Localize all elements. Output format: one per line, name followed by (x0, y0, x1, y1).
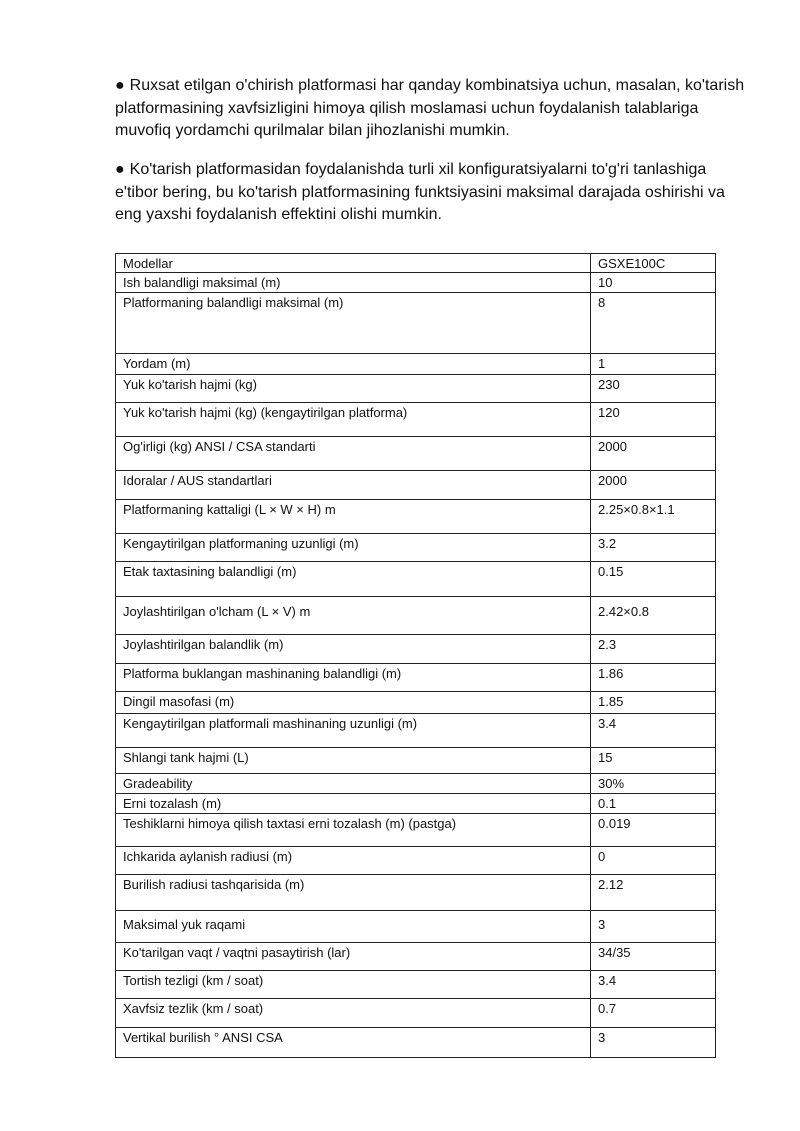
spec-label: Ichkarida aylanish radiusi (m) (116, 847, 591, 875)
spec-value: 120 (591, 403, 716, 437)
spec-label: Tortish tezligi (km / soat) (116, 971, 591, 999)
spec-value: 8 (591, 293, 716, 354)
spec-value: 230 (591, 375, 716, 403)
table-row (116, 1028, 716, 1058)
table-row (116, 794, 716, 814)
table-row (116, 847, 716, 875)
table-row (116, 943, 716, 971)
spec-value: 1 (591, 354, 716, 375)
spec-value: 2.12 (591, 875, 716, 911)
spec-value: 2.42×0.8 (591, 597, 716, 635)
spec-label: Joylashtirilgan balandlik (m) (116, 635, 591, 664)
table-row (116, 403, 716, 437)
spec-label: Erni tozalash (m) (116, 794, 591, 814)
spec-value: 3.4 (591, 971, 716, 999)
spec-label: Yuk ko'tarish hajmi (kg) (kengaytirilgan platforma) (116, 403, 591, 437)
spec-value: 3 (591, 911, 716, 943)
spec-label: Idoralar / AUS standartlari (116, 471, 591, 500)
spec-label: Gradeability (116, 774, 591, 794)
intro-paragraph (115, 75, 745, 143)
table-row (116, 814, 716, 847)
spec-label: Platformaning kattaligi (L × W × H) m (116, 500, 591, 534)
spec-label: Og'irligi (kg) ANSI / CSA standarti (116, 437, 591, 471)
spec-label: Kengaytirilgan platformaning uzunligi (m) (116, 534, 591, 562)
table-row (116, 664, 716, 692)
spec-value: 10 (591, 273, 716, 293)
spec-value: 0.1 (591, 794, 716, 814)
table-row (116, 597, 716, 635)
table-row (116, 293, 716, 354)
intro-paragraph-text: Ruxsat etilgan o'chirish platformasi har qanday kombinatsiya uchun, masalan, ko'tarish platformasining xavfsizligini himoya qilish moslamasi uchun foydalanish talablariga muvofiq yordamchi qurilmalar bilan jihozlanishi mumkin. (115, 77, 745, 139)
intro-paragraph (115, 159, 745, 227)
table-row (116, 875, 716, 911)
spec-label: Burilish radiusi tashqarisida (m) (116, 875, 591, 911)
spec-value: 3.4 (591, 714, 716, 748)
spec-label: Etak taxtasining balandligi (m) (116, 562, 591, 597)
spec-label: Teshiklarni himoya qilish taxtasi erni tozalash (m) (pastga) (116, 814, 591, 847)
spec-value: 2000 (591, 471, 716, 500)
spec-label: Platformaning balandligi maksimal (m) (116, 293, 591, 354)
spec-value: 2000 (591, 437, 716, 471)
spec-label: Yuk ko'tarish hajmi (kg) (116, 375, 591, 403)
spec-value: 15 (591, 748, 716, 774)
table-row (116, 500, 716, 534)
table-row (116, 714, 716, 748)
table-row (116, 375, 716, 403)
table-row (116, 748, 716, 774)
table-row (116, 562, 716, 597)
table-row (116, 999, 716, 1028)
table-row (116, 774, 716, 794)
specifications-table (115, 253, 716, 1058)
spec-label: Dingil masofasi (m) (116, 692, 591, 714)
spec-label: Ko'tarilgan vaqt / vaqtni pasaytirish (lar) (116, 943, 591, 971)
table-row (116, 534, 716, 562)
spec-value: 1.85 (591, 692, 716, 714)
spec-value: 3.2 (591, 534, 716, 562)
spec-value: 0 (591, 847, 716, 875)
spec-value: GSXE100C (591, 254, 716, 273)
spec-value: 2.3 (591, 635, 716, 664)
table-row (116, 692, 716, 714)
spec-value: 30% (591, 774, 716, 794)
spec-label: Yordam (m) (116, 354, 591, 375)
table-row (116, 354, 716, 375)
spec-label: Platforma buklangan mashinaning balandligi (m) (116, 664, 591, 692)
bullet-icon: ● (115, 161, 125, 178)
table-row (116, 911, 716, 943)
table-row (116, 437, 716, 471)
spec-label: Vertikal burilish ° ANSI CSA (116, 1028, 591, 1058)
spec-value: 1.86 (591, 664, 716, 692)
spec-label: Modellar (116, 254, 591, 273)
spec-value: 0.7 (591, 999, 716, 1028)
table-row (116, 254, 716, 273)
table-row (116, 273, 716, 293)
spec-value: 3 (591, 1028, 716, 1058)
spec-label: Kengaytirilgan platformali mashinaning uzunligi (m) (116, 714, 591, 748)
spec-label: Xavfsiz tezlik (km / soat) (116, 999, 591, 1028)
intro-paragraph-text: Ko'tarish platformasidan foydalanishda turli xil konfiguratsiyalarni to'g'ri tanlashiga e'tibor bering, bu ko'tarish platformasining funktsiyasini maksimal darajada oshirishi va eng yaxshi foydalanish effektini olishi mumkin. (115, 161, 725, 223)
spec-label: Joylashtirilgan o'lcham (L × V) m (116, 597, 591, 635)
table-row (116, 971, 716, 999)
spec-value: 2.25×0.8×1.1 (591, 500, 716, 534)
spec-label: Maksimal yuk raqami (116, 911, 591, 943)
spec-label: Shlangi tank hajmi (L) (116, 748, 591, 774)
spec-label: Ish balandligi maksimal (m) (116, 273, 591, 293)
spec-value: 34/35 (591, 943, 716, 971)
spec-value: 0.019 (591, 814, 716, 847)
table-row (116, 635, 716, 664)
spec-value: 0.15 (591, 562, 716, 597)
table-row (116, 471, 716, 500)
bullet-icon: ● (115, 77, 125, 94)
